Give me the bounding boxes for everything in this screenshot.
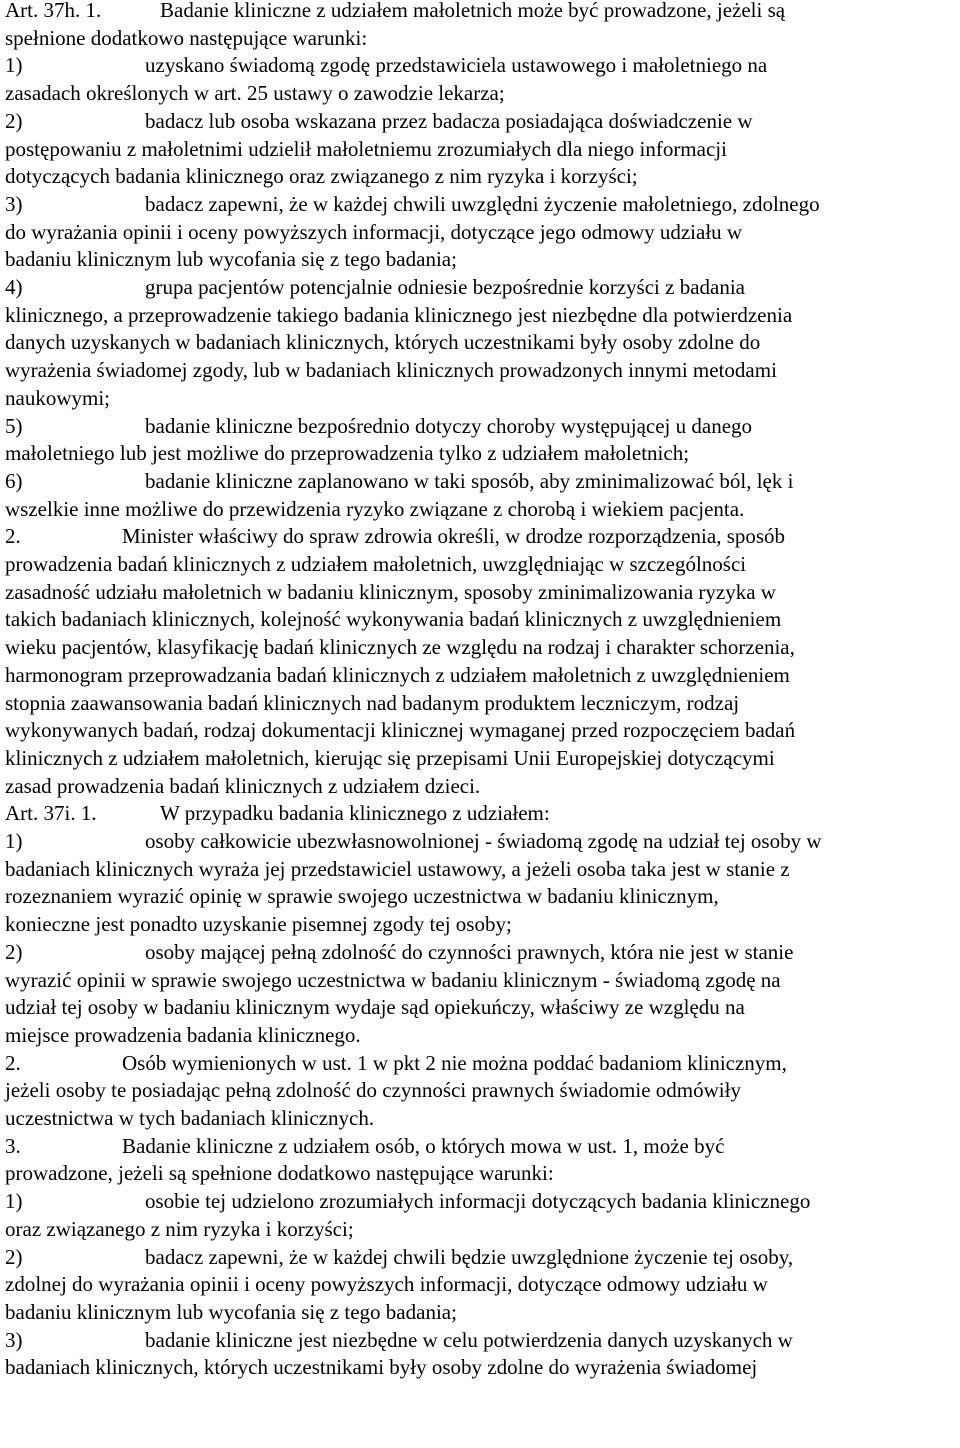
paragraph-text: spełnione dodatkowo następujące warunki: [5,25,368,50]
text-line [5,938,955,966]
paragraph-text: W przypadku badania klinicznego z udziałem: [160,801,550,826]
text-line [5,190,955,218]
text-line [5,1021,955,1049]
text-line [5,218,955,246]
paragraph-text: uzyskano świadomą zgodę przedstawiciela ustawowego i małoletniego na [145,53,768,78]
paragraph-text: badaniu klinicznym lub wycofania się z tego badania; [5,247,457,272]
paragraph-text: Minister właściwy do spraw zdrowia określi, w drodze rozporządzenia, sposób [122,524,786,549]
paragraph-text: naukowymi; [5,385,110,410]
text-line [5,1159,955,1187]
paragraph-text: udział tej osoby w badaniu klinicznym wydaje sąd opiekuńczy, właściwy ze względu na [5,995,745,1020]
paragraph-text: jeżeli osoby te posiadając pełną zdolność do czynności prawnych świadomie odmówiły [5,1078,741,1103]
text-line [5,661,955,689]
text-line [5,51,955,79]
text-line [5,1326,955,1354]
text-line [5,1104,955,1132]
paragraph-text: klinicznego, a przeprowadzenie takiego badania klinicznego jest niezbędne dla potwierdzenia [5,302,793,327]
paragraph-text: małoletniego lub jest możliwe do przeprowadzenia tylko z udziałem małoletnich; [5,441,690,466]
text-line [5,689,955,717]
paragraph-text: rozeznaniem wyrazić opinię w sprawie swojego uczestnictwa w badaniu klinicznym, [5,884,719,909]
paragraph-text: zdolnej do wyrażania opinii i oceny powyższych informacji, dotyczące odmowy udziału w [5,1272,768,1297]
paragraph-number: 1) [5,53,23,78]
paragraph-text: zasad prowadzenia badań klinicznych z udziałem dzieci. [5,773,481,798]
text-line [5,993,955,1021]
paragraph-text: wyrażenia świadomej zgody, lub w badaniach klinicznych prowadzonych innymi metodami [5,358,777,383]
text-line [5,135,955,163]
paragraph-number: 3) [5,191,23,216]
paragraph-text: wszelkie inne możliwe do przewidzenia ryzyko związane z chorobą i wiekiem pacjenta. [5,496,745,521]
paragraph-text: prowadzone, jeżeli są spełnione dodatkowo następujące warunki: [5,1161,554,1186]
paragraph-text: miejsce prowadzenia badania klinicznego. [5,1022,361,1047]
text-line [5,356,955,384]
text-line [5,522,955,550]
paragraph-text: prowadzenia badań klinicznych z udziałem małoletnich, uwzględniając w szczególności [5,552,747,576]
text-line [5,107,955,135]
paragraph-text: zasadach określonych w art. 25 ustawy o zawodzie lekarza; [5,81,505,106]
paragraph-number: Art. 37i. 1. [5,801,97,826]
paragraph-text: wieku pacjentów, klasyfikację badań klinicznych ze względu na rodzaj i charakter schorzenia, [5,635,795,660]
text-line [5,855,955,883]
text-line [5,1215,955,1243]
paragraph-text: badaniu klinicznym lub wycofania się z tego badania; [5,1299,457,1324]
text-line [5,495,955,523]
paragraph-text: osoby całkowicie ubezwłasnowolnionej - świadomą zgodę na udział tej osoby w [145,829,822,853]
paragraph-text: badaniach klinicznych, których uczestnikami były osoby zdolne do wyrażenia świadomej [5,1355,758,1380]
text-line [5,301,955,329]
paragraph-number: Art. 37h. 1. [5,0,102,22]
paragraph-number: 1) [5,829,23,853]
paragraph-text: badaniach klinicznych wyraża jej przedstawiciel ustawowy, a jeżeli osoba taka jest w stanie z [5,856,790,881]
paragraph-text: badanie kliniczne zaplanowano w taki sposób, aby zminimalizować ból, lęk i [145,468,794,493]
paragraph-text: uczestnictwa w tych badaniach klinicznych. [5,1106,375,1130]
text-line [5,578,955,606]
paragraph-number: 2. [5,1050,21,1075]
text-line [5,1049,955,1077]
paragraph-number: 2. [5,524,21,549]
paragraph-text: takich badaniach klinicznych, kolejność wykonywania badań klinicznych z uwzględnieniem [5,607,782,632]
text-line [5,1270,955,1298]
text-line [5,716,955,744]
text-line [5,1132,955,1160]
paragraph-number: 3. [5,1133,21,1158]
paragraph-text: wykonywanych badań, rodzaj dokumentacji klinicznej wymaganej przed rozpoczęciem badań [5,718,796,743]
paragraph-number: 6) [5,468,23,493]
text-line [5,245,955,273]
paragraph-number: 4) [5,275,23,299]
paragraph-text: do wyrażania opinii i oceny powyższych informacji, dotyczące jego odmowy udziału w [5,219,743,244]
paragraph-text: osobie tej udzielono zrozumiałych informacji dotyczących badania klinicznego [145,1189,811,1214]
text-line [5,910,955,938]
text-line [5,1243,955,1271]
paragraph-text: stopnia zaawansowania badań klinicznych nad badanym produktem leczniczym, rodzaj [5,690,740,715]
paragraph-text: konieczne jest ponadto uzyskanie pisemnej zgody tej osoby; [5,912,512,937]
text-line [5,412,955,440]
paragraph-text: badacz lub osoba wskazana przez badacza posiadająca doświadczenie w [145,108,753,133]
paragraph-text: Badanie kliniczne z udziałem osób, o których mowa w ust. 1, może być [122,1133,725,1158]
paragraph-text: grupa pacjentów potencjalnie odniesie bezpośrednie korzyści z badania [145,275,746,299]
paragraph-text: postępowaniu z małoletnimi udzielił małoletniemu zrozumiałych dla niego informacji [5,136,727,161]
paragraph-text: badacz zapewni, że w każdej chwili uwzględni życzenie małoletniego, zdolnego [145,191,820,216]
text-line [5,605,955,633]
text-line [5,827,955,855]
text-line [5,633,955,661]
text-line [5,799,955,827]
paragraph-number: 2) [5,1244,23,1269]
text-line [5,273,955,301]
paragraph-number: 1) [5,1189,23,1214]
paragraph-number: 5) [5,413,23,438]
text-line [5,162,955,190]
paragraph-text: badacz zapewni, że w każdej chwili będzie uwzględnione życzenie tej osoby, [145,1244,794,1269]
paragraph-number: 2) [5,108,23,133]
paragraph-text: zasadność udziału małoletnich w badaniu klinicznym, sposoby zminimalizowania ryzyka w [5,579,776,604]
paragraph-number: 3) [5,1327,23,1352]
paragraph-text: klinicznych z udziałem małoletnich, kierując się przepisami Unii Europejskiej dotyczącymi [5,745,775,770]
paragraph-text: oraz związanego z nim ryzyka i korzyści; [5,1216,354,1241]
text-line [5,550,955,578]
paragraph-text: Badanie kliniczne z udziałem małoletnich może być prowadzone, jeżeli są [160,0,786,22]
paragraph-text: badanie kliniczne jest niezbędne w celu potwierdzenia danych uzyskanych w [145,1327,793,1352]
text-line [5,24,955,52]
text-line [5,384,955,412]
paragraph-text: danych uzyskanych w badaniach klinicznych, których uczestnikami były osoby zdolne do [5,330,761,355]
text-line [5,328,955,356]
text-line [5,772,955,800]
text-line [5,1187,955,1215]
paragraph-text: Osób wymienionych w ust. 1 w pkt 2 nie można poddać badaniom klinicznym, [122,1050,787,1075]
paragraph-text: dotyczących badania klinicznego oraz związanego z nim ryzyka i korzyści; [5,164,638,189]
text-line [5,882,955,910]
text-line [5,1353,955,1381]
text-line [5,1076,955,1104]
text-line [5,966,955,994]
paragraph-text: wyrazić opinii w sprawie swojego uczestnictwa w badaniu klinicznym - świadomą zgodę na [5,967,781,992]
text-line [5,1298,955,1326]
text-line [5,467,955,495]
paragraph-text: osoby mającej pełną zdolność do czynności prawnych, która nie jest w stanie [145,939,794,964]
text-line [5,79,955,107]
paragraph-text: badanie kliniczne bezpośrednio dotyczy choroby występującej u danego [145,413,753,438]
paragraph-number: 2) [5,939,23,964]
text-line [5,0,955,24]
paragraph-text: harmonogram przeprowadzania badań klinicznych z udziałem małoletnich z uwzględnieniem [5,662,790,687]
text-line [5,744,955,772]
text-line [5,439,955,467]
